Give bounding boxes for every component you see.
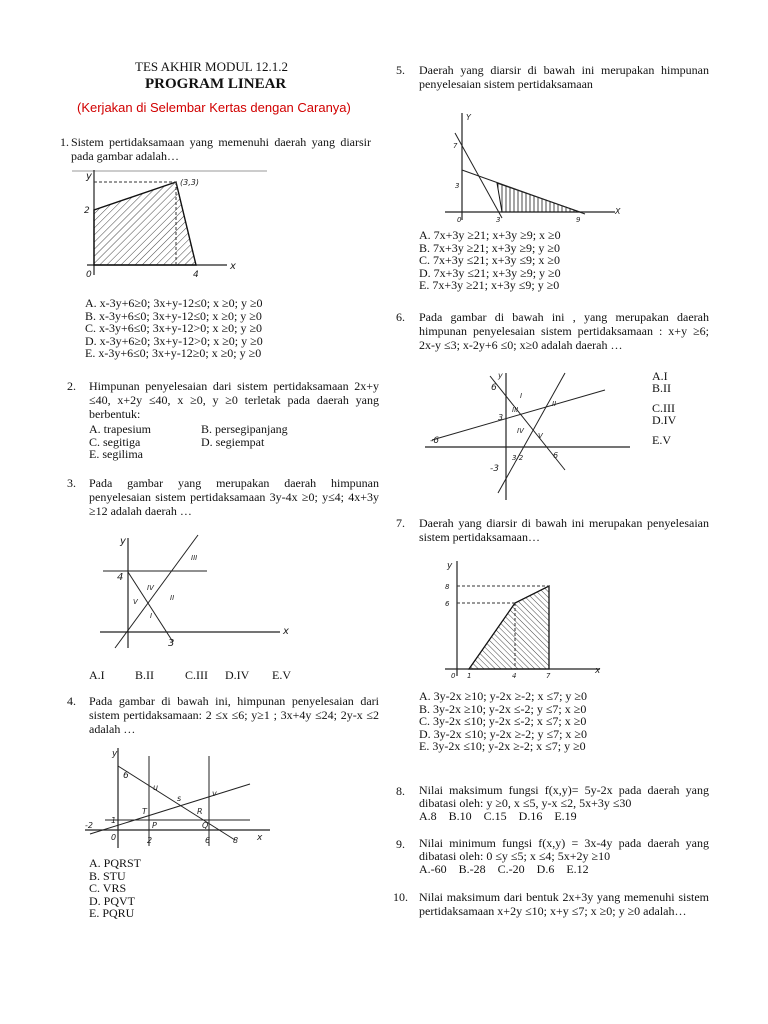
q4-option-c[interactable]: C. VRS [89,881,127,895]
q1-text: Sistem pertidaksamaan yang memenuhi daerah yang diarsir pada gambar adalah… [71,135,371,163]
q6-options [652,370,676,446]
q5-option-d[interactable]: D. 7x+3y ≤21; x+3y ≥9; y ≥0 [419,265,561,280]
q4-option-b[interactable]: B. STU [89,868,126,883]
q5-option-a[interactable]: A. 7x+3y ≥21; x+3y ≥9; x ≥0 [419,228,561,242]
q4-options [89,857,141,920]
q3-graph [95,530,295,650]
q2-option-e[interactable]: E. segilima [89,447,143,461]
q6-region-2: II [552,400,557,408]
q4-option-e[interactable]: E. PQRU [89,906,135,920]
q4-label-v: v [212,789,217,798]
q7-label-four: 4 [512,672,517,680]
q3-option-d[interactable]: D.IV [225,668,250,682]
q8-text: Nilai maksimum fungsi f(x,y)= 5y-2x pada daerah yang dibatasi oleh: y ≥0, x ≤5, y-x ≤2, 5x+3y ≤30 [419,783,709,810]
q2-option-b[interactable]: B. persegipanjang [201,422,288,436]
q2-text: Himpunan penyelesaian dari sistem pertidaksamaan 2x+y ≤40, x+2y ≤40, x ≥0, y ≥0 terletak pada daerah yang berbentuk: [89,379,379,421]
q3-region-5: V [133,598,138,606]
q6-text: Pada gambar di bawah ini , yang merupakan daerah himpunan penyelesaian sistem pertidaksamaan : x+y ≥6; 2x-y ≤3; x-2y+6 ≤0; x≥0 adalah daerah … [419,310,709,352]
q3-region-2: II [170,594,175,602]
q6-label-y: y [498,371,503,380]
module-label: TES AKHIR MODUL 12.1.2 [135,59,288,74]
q7-label-zero: 0 [451,672,456,680]
q3-option-a[interactable]: A.I [89,668,105,682]
q6-option-e[interactable]: E.V [652,433,671,447]
q4-label-s: s [177,794,182,803]
q1-option-c[interactable]: C. x-3y+6≤0; 3x+y-12>0; x ≥0; y ≥0 [85,321,263,335]
q4-line-3x4y [118,766,235,840]
q5-label-x: X [615,207,621,216]
q6-number: 6. [396,310,405,324]
q2-option-c[interactable]: C. segitiga [89,434,141,449]
q5-graph [440,108,630,228]
q6-label-x6: 6 [553,451,559,460]
q2-option-a[interactable]: A. trapesium [89,422,151,436]
q1-label-y: y [86,171,92,182]
page-title: PROGRAM LINEAR [145,76,287,92]
q4-option-d[interactable]: D. PQVT [89,893,136,908]
q3-label-x: x [283,626,289,637]
q4-label-r: R [197,807,203,816]
q4-label-t: T [142,807,147,816]
q7-label-seven: 7 [546,672,551,680]
q3-option-c[interactable]: C.III [185,668,208,682]
q7-option-b[interactable]: B. 3y-2x ≥10; y-2x ≤-2; y ≤7; x ≥0 [419,701,587,716]
q6-label-neg3: -3 [490,464,499,474]
q6-option-d[interactable]: D.IV [652,413,677,427]
q5-label-y: Y [466,113,471,122]
q3-label-y: y [120,536,126,547]
q1-options [85,297,263,360]
q7-label-x: x [595,666,601,676]
q7-label-y6: 6 [445,600,450,608]
q5-label-y3: 3 [455,182,460,190]
instruction-text: (Kerjakan di Selembar Kertas dengan Caranya) [77,100,351,115]
q4-label-q: Q [202,821,209,830]
q6-line-2xy3 [498,373,565,493]
q7-graph [435,558,605,683]
q4-line-2yx [90,784,250,834]
q7-option-e[interactable]: E. 3y-2x ≤10; y-2x ≥-2; x ≤7; y ≥0 [419,739,586,753]
q1-option-a[interactable]: A. x-3y+6≥0; 3x+y-12≤0; x ≥0; y ≥0 [85,296,263,310]
q4-label-y6: 6 [123,771,129,781]
q10-number: 10. [393,890,408,904]
q6-option-b[interactable]: B.II [652,381,671,395]
q4-label-p: P [152,821,157,830]
q3-region-3: III [191,554,198,562]
q5-number: 5. [396,63,405,77]
q1-label-origin: 0 [86,270,92,280]
q5-options [419,229,561,292]
q4-number: 4. [67,694,76,708]
q8-number: 8. [396,784,405,798]
q3-region-4: IV [147,584,154,592]
q7-option-d[interactable]: D. 3y-2x ≤10; y-2x ≥-2; y ≤7; x ≥0 [419,726,587,741]
q6-region-3: III [512,406,519,414]
q1-option-e[interactable]: E. x-3y+6≤0; 3x+y-12≥0; x ≥0; y ≥0 [85,346,262,360]
q7-option-c[interactable]: C. 3y-2x ≤10; y-2x ≤-2; x ≤7; x ≥0 [419,714,587,728]
q4-label-zero: 0 [111,833,117,842]
q4-label-x: x [257,833,263,843]
q7-shaded-region [469,586,549,669]
q3-option-b[interactable]: B.II [135,668,154,682]
q6-option-a[interactable]: A.I [652,369,668,383]
q4-label-eight: 8 [233,836,239,845]
q1-label-point: (3,3) [180,178,199,187]
q1-graph [72,165,272,295]
q9-number: 9. [396,837,405,851]
q5-label-x3: 3 [496,216,501,224]
q4-text: Pada gambar di bawah ini, himpunan penyelesaian dari sistem pertidaksamaan: 2 ≤x ≤6; y≥1 ; 3x+4y ≤24; 2y-x ≤2 adalah … [89,694,379,736]
q7-label-one: 1 [467,672,472,680]
q3-number: 3. [67,476,76,490]
q4-label-two: 2 [147,836,153,845]
q9-options[interactable]: A.-60 B.-28 C.-20 D.6 E.12 [419,862,589,876]
q5-option-b[interactable]: B. 7x+3y ≥21; x+3y ≥9; y ≥0 [419,240,560,255]
q10-text: Nilai maksimum dari bentuk 2x+3y yang memenuhi sistem pertidaksamaan x+2y ≤10; x+y ≤7; x ≥0; y ≥0 adalah… [419,890,709,918]
q1-option-b[interactable]: B. x-3y+6≤0; 3x+y-12≤0; x ≥0; y ≥0 [85,308,262,323]
q2-number: 2. [67,379,76,393]
q7-label-y: y [447,561,453,571]
q4-label-y: y [112,749,118,759]
q4-option-a[interactable]: A. PQRST [89,856,142,870]
q6-label-neg6: -6 [430,436,439,446]
q7-text: Daerah yang diarsir di bawah ini merupakan penyelesaian sistem pertidaksamaan… [419,516,709,544]
q1-label-x4: 4 [193,270,199,280]
q4-graph [85,748,275,848]
q4-label-neg2: -2 [85,821,93,830]
q1-label-x: x [230,261,236,272]
q6-graph [420,368,640,508]
q6-label-three: 3 [498,413,504,422]
q5-option-c[interactable]: C. 7x+3y ≤21; x+3y ≤9; x ≥0 [419,253,560,267]
q7-option-a[interactable]: A. 3y-2x ≥10; y-2x ≥-2; x ≤7; y ≥0 [419,689,587,703]
q4-label-u: u [153,783,159,792]
q6-region-5: V [538,432,543,440]
q5-option-e[interactable]: E. 7x+3y ≥21; x+3y ≤9; y ≥0 [419,278,560,292]
q3-label-y4: 4 [117,572,124,583]
q4-label-one: 1 [111,816,117,825]
q6-label-frac: 3/2 [512,454,524,462]
q4-label-six: 6 [205,836,211,845]
q5-label-y7: 7 [453,142,458,150]
q1-number: 1. [60,135,69,149]
q6-region-1: I [520,392,523,400]
q1-shaded-region [94,182,196,265]
q1-option-d[interactable]: D. x-3y+6≥0; 3x+y-12>0; x ≥0; y ≥0 [85,333,263,348]
q8-options[interactable]: A.8 B.10 C.15 D.16 E.19 [419,809,577,823]
q6-label-six: 6 [491,383,497,393]
q2-option-d[interactable]: D. segiempat [201,434,265,449]
q5-text: Daerah yang diarsir di bawah ini merupakan himpunan penyelesaian sistem pertidaksamaan [419,63,709,91]
q1-label-y2: 2 [84,206,90,216]
q7-number: 7. [396,516,405,530]
q3-label-x3: 3 [168,638,175,649]
q5-label-zero: 0 [457,216,462,224]
q3-option-e[interactable]: E.V [272,668,291,682]
q7-label-y8: 8 [445,583,450,591]
q6-region-4: IV [517,427,524,435]
q5-label-x9: 9 [576,216,581,224]
q3-text: Pada gambar yang merupakan daerah himpunan penyelesaian sistem pertidaksamaan 3y-4x ≥0; y≤4; 4x+3y ≥12 adalah daerah … [89,476,379,518]
q3-region-1: I [150,612,153,620]
q7-options [419,690,587,753]
q6-option-c[interactable]: C.III [652,401,675,415]
q9-text: Nilai minimum fungsi f(x,y) = 3x-4y pada daerah yang dibatasi oleh: 0 ≤y ≤5; x ≤4; 5x+2y ≥10 [419,836,709,863]
